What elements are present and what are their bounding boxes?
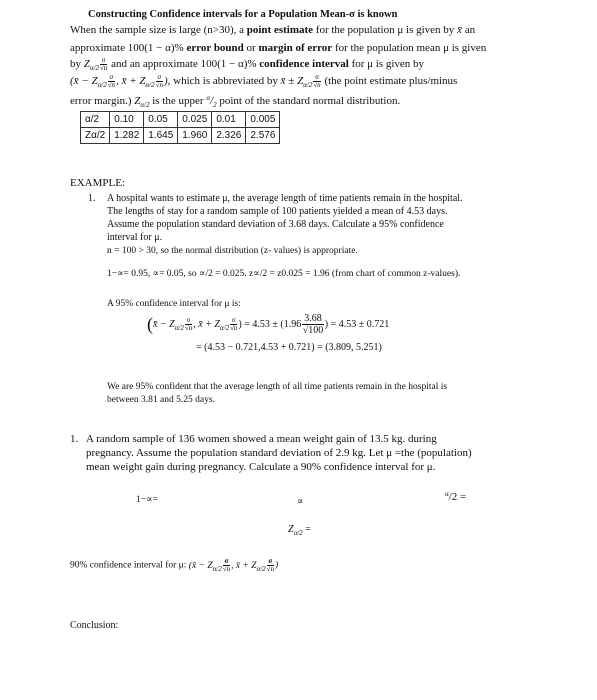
alpha-half-blank: $^\alpha$/2 = bbox=[445, 490, 467, 503]
intro-text: (the point estimate plus/minus bbox=[321, 75, 458, 88]
table-cell: 2.326 bbox=[212, 128, 246, 144]
intro-line-4 bbox=[70, 74, 457, 89]
x-bar-symbol: x̄ bbox=[457, 24, 462, 36]
intro-text: approximate 100(1 − α)% bbox=[70, 42, 187, 54]
intro-text: for the population μ is given by bbox=[313, 24, 458, 36]
example-alpha-line: 1−∝= 0.95, ∝= 0.05, so ∝/2 = 0.025. z∝/2 = z0.025 = 1.96 (from chart of common z-values). bbox=[107, 269, 461, 279]
question-text: A random sample of 136 women showed a mean weight gain of 13.5 kg. during bbox=[86, 433, 437, 445]
intro-bold-point-estimate: point estimate bbox=[246, 24, 314, 36]
table-cell: 0.025 bbox=[178, 112, 212, 128]
example-conclusion: We are 95% confident that the average length of all time patients remain in the hospital is bbox=[107, 382, 448, 392]
intro-text: for μ is given by bbox=[348, 58, 425, 71]
table-cell: 0.01 bbox=[212, 112, 246, 128]
intro-text: or bbox=[243, 42, 259, 54]
table-row bbox=[81, 112, 280, 128]
intro-bold-margin-of-error: margin of error bbox=[258, 42, 333, 54]
ci-formula: (x̄ − $Z_{\alpha/2}$ $\frac{\sigma}{√n}$ , x̄ + $Z_{\alpha/2}$ $\frac{\sigma}{√n}$ ) bbox=[70, 73, 168, 90]
page-title: Constructing Confidence intervals for a Population Mean-σ is known bbox=[88, 9, 398, 20]
table-cell: 1.645 bbox=[144, 128, 178, 144]
ci-abbrev-formula: x̄ ± $Z_{\alpha/2}$ $\frac{\sigma}{√n}$ bbox=[280, 73, 321, 90]
table-cell: Zα/2 bbox=[81, 128, 110, 144]
table-cell: 0.05 bbox=[144, 112, 178, 128]
ninety-ci-line: 90% confidence interval for μ: (x̄ − $Z_{\alpha/2}$ $\frac{\sigma}{√n}$ , x̄ + $Z_{\alpha/2}$ $\frac{\sigma}{√n}$ ) bbox=[70, 557, 279, 573]
intro-text: by bbox=[70, 58, 84, 71]
table-cell: α/2 bbox=[81, 112, 110, 128]
intro-bold-error-bound: error bound bbox=[186, 42, 244, 54]
example-ci-result: = (4.53 − 0.721,4.53 + 0.721) = (3.809, 5.251) bbox=[196, 342, 382, 353]
intro-text: is the upper bbox=[149, 95, 207, 107]
intro-bold-confidence-interval: confidence interval bbox=[259, 58, 349, 71]
ci-calc-mid: ) = 4.53 ± (1.96 bbox=[238, 318, 302, 330]
example-conclusion: between 3.81 and 5.25 days. bbox=[107, 395, 215, 405]
intro-text: point of the standard normal distribution. bbox=[216, 95, 401, 107]
intro-text: , which is abbreviated by bbox=[167, 75, 281, 88]
critical-values-table bbox=[80, 111, 280, 144]
example-ci-intro: A 95% confidence interval for μ is: bbox=[107, 299, 241, 309]
example-text: A hospital wants to estimate μ, the average length of time patients remain in the hospital. bbox=[107, 193, 463, 204]
z-alpha-half-blank: $Z_{\alpha/2}$ = bbox=[288, 524, 311, 537]
alpha-blank: ∝ bbox=[297, 497, 304, 507]
intro-line-1 bbox=[70, 24, 475, 36]
intro-line-2 bbox=[70, 42, 486, 54]
table-row bbox=[81, 128, 280, 144]
question-text: pregnancy. Assume the population standard deviation of 2.9 kg. Let μ =the (population) bbox=[86, 447, 472, 459]
ci-calc-fraction: $\frac{3.68}{√100}$ bbox=[302, 313, 324, 336]
intro-text: an bbox=[461, 24, 476, 36]
table-cell: 0.005 bbox=[246, 112, 280, 128]
table-cell: 2.576 bbox=[246, 128, 280, 144]
table-cell: 1.960 bbox=[178, 128, 212, 144]
example-text: The lengths of stay for a random sample of 100 patients yielded a mean of 4.53 days. bbox=[107, 206, 448, 217]
question-number: 1. bbox=[70, 433, 79, 445]
intro-text: and an approximate 100(1 − α)% bbox=[108, 58, 260, 71]
example-number: 1. bbox=[88, 193, 96, 204]
example-text: n = 100 > 30, so the normal distribution (z- values) is appropriate. bbox=[107, 246, 358, 256]
example-ci-formula-line: (x̄ − $Z_{\alpha/2}$ $\frac{\sigma}{√n}$ , x̄ + $Z_{\alpha/2}$ $\frac{\sigma}{√n}$ ) = 4.53 ± (1.96 $\frac{3.68}{√100}$ ) = 4.53 ± 0.721 bbox=[147, 313, 390, 336]
ci-label: 90% confidence interval for μ: bbox=[70, 560, 187, 571]
example-heading: EXAMPLE: bbox=[70, 177, 125, 189]
z-alpha-half-symbol: $Z_{\alpha/2}$ bbox=[134, 95, 150, 109]
example-text: Assume the population standard deviation of 3.68 days. Calculate a 95% confidence bbox=[107, 219, 444, 230]
intro-text: When the sample size is large (n>30), a bbox=[70, 24, 247, 36]
table-cell: 1.282 bbox=[110, 128, 144, 144]
intro-text: for the population mean μ is given bbox=[332, 42, 487, 54]
table-cell: 0.10 bbox=[110, 112, 144, 128]
intro-line-3 bbox=[70, 57, 424, 72]
sigma-over-root-n: $\frac{\sigma}{√n}$ bbox=[100, 56, 108, 72]
intro-line-5 bbox=[70, 94, 400, 109]
error-bound-formula: $Z_{\alpha/2}$ bbox=[83, 58, 99, 73]
one-minus-alpha-blank: 1−∝= bbox=[136, 495, 158, 505]
intro-text: error margin.) bbox=[70, 95, 135, 107]
question-text: mean weight gain during pregnancy. Calculate a 90% confidence interval for μ. bbox=[86, 461, 436, 473]
conclusion-label: Conclusion: bbox=[70, 620, 119, 631]
alpha-half-symbol: $^\alpha/_2$ bbox=[206, 94, 217, 109]
ci-calc-end: ) = 4.53 ± 0.721 bbox=[324, 318, 390, 330]
example-text: interval for μ. bbox=[107, 232, 163, 243]
